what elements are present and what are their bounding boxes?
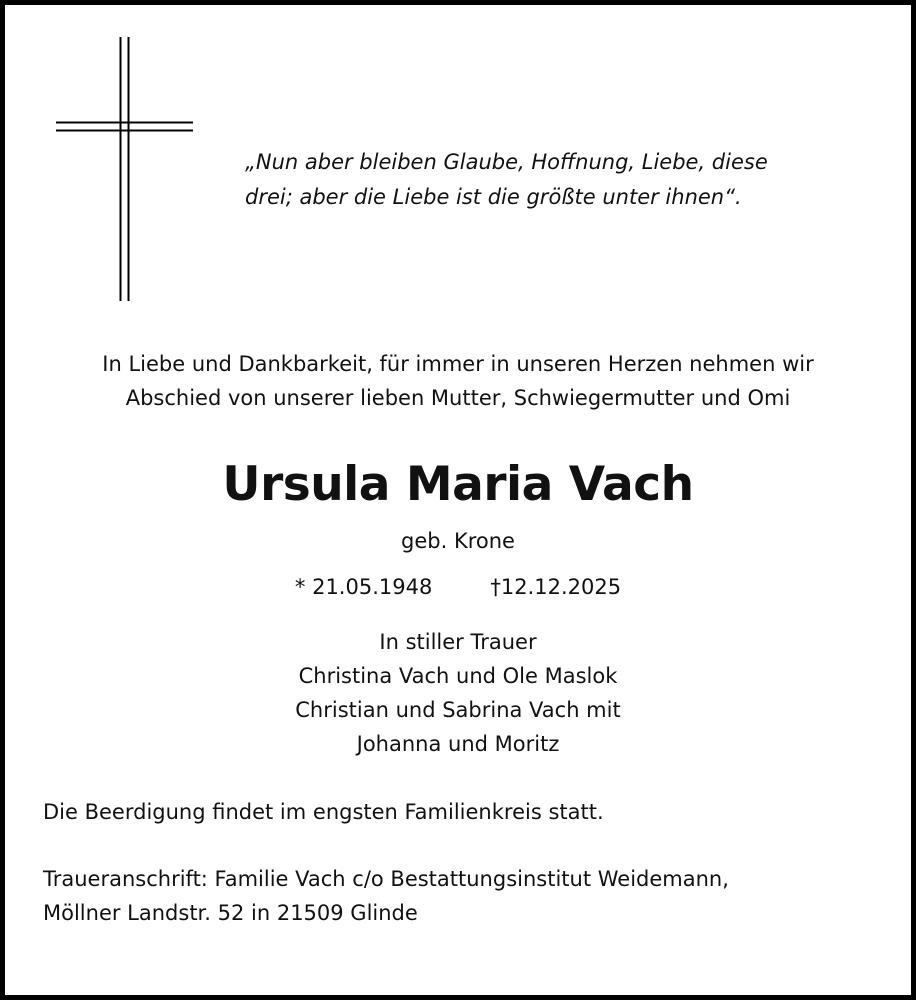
- mourning-address: [43, 862, 883, 930]
- birth-date: * 21.05.1948: [294, 575, 433, 599]
- quote-line-1: „Nun aber bleiben Glaube, Hoffnung, Liebe, diese: [245, 150, 768, 174]
- mourner-line: Johanna und Moritz: [356, 732, 560, 756]
- maiden-name: geb. Krone: [401, 529, 515, 553]
- mourner-line: Christina Vach und Ole Maslok: [298, 664, 618, 688]
- deceased-name: Ursula Maria Vach: [222, 457, 694, 512]
- mourner-line: In stiller Trauer: [379, 630, 537, 654]
- address-line-2: Möllner Landstr. 52 in 21509 Glinde: [43, 901, 418, 925]
- intro-line-1: In Liebe und Dankbarkeit, für immer in unseren Herzen nehmen wir: [102, 352, 814, 376]
- mourners-list: [5, 625, 911, 761]
- cross-icon: [5, 5, 205, 315]
- address-line-1: Traueranschrift: Familie Vach c/o Bestattungsinstitut Weidemann,: [43, 867, 729, 891]
- intro-text: [5, 347, 911, 415]
- funeral-note: Die Beerdigung findet im engsten Familienkreis statt.: [43, 800, 604, 824]
- bible-quote: [245, 145, 885, 215]
- quote-line-2: drei; aber die Liebe ist die größte unter ihnen“.: [245, 185, 742, 209]
- mourner-line: Christian und Sabrina Vach mit: [295, 698, 621, 722]
- life-dates: [5, 571, 911, 603]
- intro-line-2: Abschied von unserer lieben Mutter, Schwiegermutter und Omi: [125, 386, 791, 410]
- death-date: †12.12.2025: [490, 575, 622, 599]
